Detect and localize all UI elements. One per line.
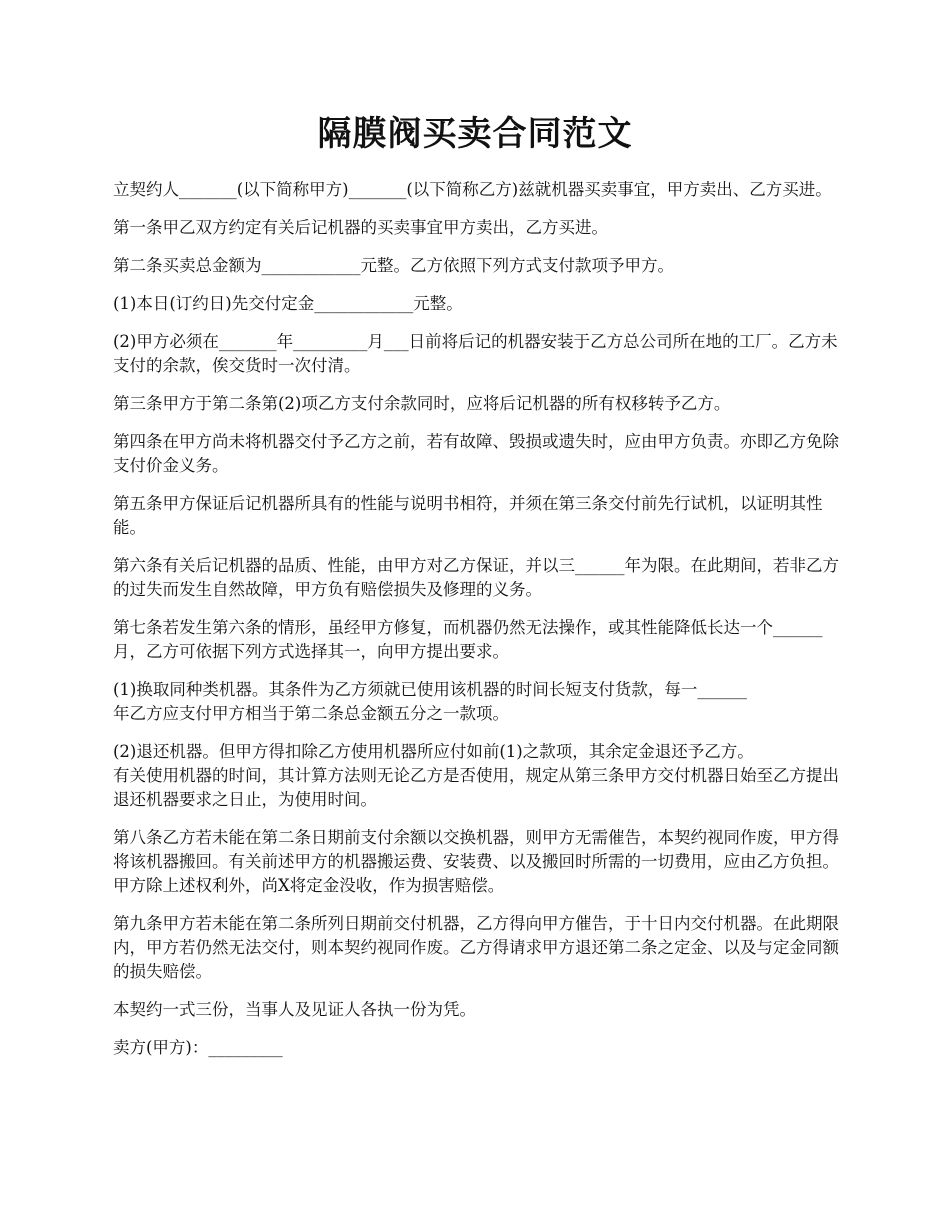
paragraph-article-7: 第七条若发生第六条的情形，虽经甲方修复，而机器仍然无法操作，或其性能降低长达一个______月，乙方可依据下列方式选择其一，向甲方提出要求。 bbox=[113, 618, 823, 661]
paragraph-article-5: 第五条甲方保证后记机器所具有的性能与说明书相符，并须在第三条交付前先行试机，以证明其性能。 bbox=[113, 494, 823, 537]
paragraph-seller-signature: 卖方(甲方)：_________ bbox=[113, 1038, 283, 1057]
paragraph-article-7-item-2: (2)退还机器。但甲方得扣除乙方使用机器所应付如前(1)之款项，其余定金退还予乙方。 有关使用机器的时间，其计算方法则无论乙方是否使用，规定从第三条甲方交付机器日始至乙方提出退还机器要求之日止，为使用时间。 bbox=[113, 742, 839, 809]
paragraph-preamble: 立契约人_______(以下简称甲方)_______(以下简称乙方)兹就机器买卖事宜，甲方卖出、乙方买进。 bbox=[113, 180, 832, 199]
paragraph-article-7-item-1: (1)换取同种类机器。其条件为乙方须就已使用该机器的时间长短支付货款，每一______ 年乙方应支付甲方相当于第二条总金额五分之一款项。 bbox=[113, 680, 747, 723]
paragraph-article-9: 第九条甲方若未能在第二条所列日期前交付机器，乙方得向甲方催告，于十日内交付机器。在此期限内，甲方若仍然无法交付，则本契约视同作废。乙方得请求甲方退还第二条之定金、以及与定金同额的损失赔偿。 bbox=[113, 914, 839, 981]
paragraph-article-2-item-2: (2)甲方必须在_______年_________月___日前将后记的机器安装于乙方总公司所在地的工厂。乙方未支付的余款，俟交货时一次付清。 bbox=[113, 332, 838, 375]
paragraph-article-2: 第二条买卖总金额为____________元整。乙方依照下列方式支付款项予甲方。 bbox=[113, 256, 674, 275]
paragraph-article-3: 第三条甲方于第二条第(2)项乙方支付余款同时，应将后记机器的所有权移转予乙方。 bbox=[113, 394, 731, 413]
document-title: 隔膜阀买卖合同范文 bbox=[317, 114, 633, 154]
paragraph-article-8: 第八条乙方若未能在第二条日期前支付余额以交换机器，则甲方无需催告，本契约视同作废，甲方得将该机器搬回。有关前述甲方的机器搬运费、安装费、以及搬回时所需的一切费用，应由乙方负担。甲方除上述权利外，尚X将定金没收，作为损害赔偿。 bbox=[113, 828, 839, 895]
paragraph-article-4: 第四条在甲方尚未将机器交付予乙方之前，若有故障、毁损或遗失时，应由甲方负责。亦即乙方免除支付价金义务。 bbox=[113, 432, 839, 475]
document-body bbox=[113, 178, 853, 1074]
paragraph-copies: 本契约一式三份，当事人及见证人各执一份为凭。 bbox=[113, 1000, 476, 1019]
paragraph-article-1: 第一条甲乙双方约定有关后记机器的买卖事宜甲方卖出，乙方买进。 bbox=[113, 218, 608, 237]
paragraph-article-6: 第六条有关后记机器的品质、性能，由甲方对乙方保证，并以三______年为限。在此期间，若非乙方的过失而发生自然故障，甲方负有赔偿损失及修理的义务。 bbox=[113, 556, 839, 599]
paragraph-article-2-item-1: (1)本日(订约日)先交付定金____________元整。 bbox=[113, 294, 463, 313]
